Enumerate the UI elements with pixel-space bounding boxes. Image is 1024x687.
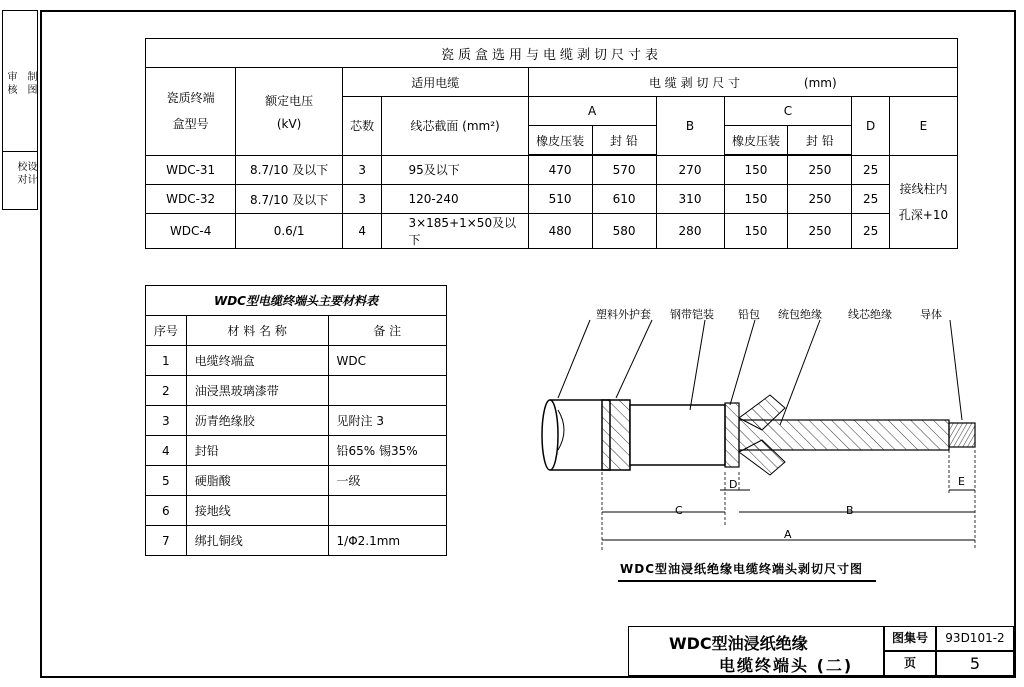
cell-type: WDC-31 (146, 155, 236, 185)
table-row (146, 466, 447, 496)
header-voltage (236, 68, 343, 156)
header-d: D (852, 97, 890, 156)
drawing-title-line1: WDC型油浸纸绝缘 (669, 634, 808, 653)
header-c-seal: 封 铅 (788, 126, 852, 156)
cell-c1: 150 (724, 214, 788, 249)
dim-a: A (784, 528, 792, 541)
cell-section: 3×185+1×50及以下 (382, 214, 528, 249)
cell-voltage: 8.7/10 及以下 (236, 185, 343, 214)
title-block (628, 626, 1014, 676)
page-number: 5 (936, 651, 1014, 676)
cell-name: 沥青绝缘胶 (186, 406, 328, 436)
outer-sheath-shape (550, 400, 610, 470)
cell-voltage: 0.6/1 (236, 214, 343, 249)
dim-d: D (729, 478, 738, 491)
cell-cores: 3 (342, 185, 382, 214)
cell-c2: 250 (788, 214, 852, 249)
dim-c: C (675, 504, 683, 517)
cell-section: 95及以下 (382, 155, 528, 185)
dim-e: E (958, 475, 965, 488)
atlas-label: 图集号 (884, 626, 936, 651)
cell-b: 310 (656, 185, 724, 214)
table-row (146, 155, 958, 185)
cell-note (328, 496, 446, 526)
label-core-insulation: 线芯绝缘 (848, 308, 892, 321)
header-name: 材 料 名 称 (186, 316, 328, 346)
header-no: 序号 (146, 316, 187, 346)
cell-c2: 250 (788, 155, 852, 185)
cable-stripping-diagram (530, 300, 990, 555)
lead-ring-shape (725, 403, 739, 467)
cell-e-line1: 接线柱内 (899, 181, 948, 196)
table-row (146, 436, 447, 466)
lead-sheath-shape (630, 405, 725, 465)
cell-no: 4 (146, 436, 187, 466)
cell-d: 25 (852, 214, 890, 249)
cell-type: WDC-4 (146, 214, 236, 249)
cell-a1: 510 (528, 185, 592, 214)
cell-no: 2 (146, 376, 187, 406)
cell-name: 油浸黑玻璃漆带 (186, 376, 328, 406)
cell-no: 3 (146, 406, 187, 436)
table-row (146, 214, 958, 249)
cell-no: 6 (146, 496, 187, 526)
conductor-shape (949, 423, 975, 447)
cell-name: 硬脂酸 (186, 466, 328, 496)
cell-section: 120-240 (382, 185, 528, 214)
header-strip-unit: (mm) (803, 75, 837, 90)
cell-b: 270 (656, 155, 724, 185)
diagram-caption: WDC型油浸纸绝缘电缆终端头剥切尺寸图 (620, 562, 864, 576)
cell-d: 25 (852, 155, 890, 185)
page-label: 页 (884, 651, 936, 676)
table-row (146, 406, 447, 436)
porcelain-box-selection-table (145, 38, 958, 249)
cell-a2: 570 (592, 155, 656, 185)
cell-note: 见附注 3 (328, 406, 446, 436)
cell-name: 接地线 (186, 496, 328, 526)
cell-voltage: 8.7/10 及以下 (236, 155, 343, 185)
cell-c1: 150 (724, 155, 788, 185)
table-row (146, 185, 958, 214)
cell-c1: 150 (724, 185, 788, 214)
cell-note: WDC (328, 346, 446, 376)
atlas-number: 93D101-2 (936, 626, 1014, 651)
header-section: 线芯截面 (mm²) (382, 97, 528, 156)
table1-title: 瓷质盒选用与电缆剥切尺寸表 (146, 39, 958, 68)
header-strip (528, 68, 957, 97)
header-e: E (889, 97, 957, 156)
header-a: A (528, 97, 656, 126)
dim-b: B (846, 504, 854, 517)
header-a-seal: 封 铅 (592, 126, 656, 156)
cell-a2: 610 (592, 185, 656, 214)
cell-note: 1/Φ2.1mm (328, 526, 446, 556)
cell-c2: 250 (788, 185, 852, 214)
label-lead-sheath: 铅包 (738, 308, 760, 321)
header-b: B (656, 97, 724, 156)
core-insulation-shape (739, 420, 949, 450)
caption-underline (618, 580, 876, 582)
header-note: 备 注 (328, 316, 446, 346)
cell-a1: 480 (528, 214, 592, 249)
margin-design: 设 计 (25, 161, 36, 185)
cell-name: 电缆终端盒 (186, 346, 328, 376)
table2-title: WDC型电缆终端头主要材料表 (146, 286, 447, 316)
header-c-rubber: 橡皮压装 (724, 126, 788, 156)
label-belt-insulation: 统包绝缘 (778, 308, 822, 321)
cell-a1: 470 (528, 155, 592, 185)
cell-e (889, 155, 957, 249)
header-c: C (724, 97, 852, 126)
label-steel-armor: 钢带铠装 (670, 308, 714, 321)
cell-note (328, 376, 446, 406)
label-outer-sheath: 塑料外护套 (596, 308, 651, 321)
header-strip-label: 电 缆 剥 切 尺 寸 (648, 75, 741, 90)
steel-armor-shape (602, 400, 630, 470)
cell-b: 280 (656, 214, 724, 249)
header-voltage-label: 额定电压 (265, 93, 314, 108)
header-a-rubber: 橡皮压装 (528, 126, 592, 156)
margin-audit: 审 核 (5, 71, 16, 95)
table-row (146, 346, 447, 376)
cell-no: 5 (146, 466, 187, 496)
cell-e-line2: 孔深+10 (898, 207, 949, 222)
cell-a2: 580 (592, 214, 656, 249)
cell-cores: 3 (342, 155, 382, 185)
materials-table (145, 285, 447, 556)
cell-note: 铅65% 锡35% (328, 436, 446, 466)
cell-no: 1 (146, 346, 187, 376)
header-voltage-unit: (kV) (276, 116, 302, 131)
table-row (146, 376, 447, 406)
drawing-title-line2: 电缆终端头 (二) (719, 656, 854, 675)
header-cable: 适用电缆 (342, 68, 528, 97)
cell-name: 封铅 (186, 436, 328, 466)
cell-d: 25 (852, 185, 890, 214)
margin-draw: 制 图 (25, 71, 36, 95)
table-row (146, 526, 447, 556)
signature-strip (2, 10, 38, 210)
margin-check: 校 对 (15, 161, 26, 185)
label-conductor: 导体 (920, 308, 942, 321)
cell-cores: 4 (342, 214, 382, 249)
title-block-main (628, 626, 884, 676)
header-type: 瓷质终端 盒型号 (146, 68, 236, 156)
table-row (146, 496, 447, 526)
cell-note: 一级 (328, 466, 446, 496)
cell-name: 绑扎铜线 (186, 526, 328, 556)
cell-no: 7 (146, 526, 187, 556)
cell-type: WDC-32 (146, 185, 236, 214)
header-cores: 芯数 (342, 97, 382, 156)
cable-end-ellipse (542, 400, 558, 470)
